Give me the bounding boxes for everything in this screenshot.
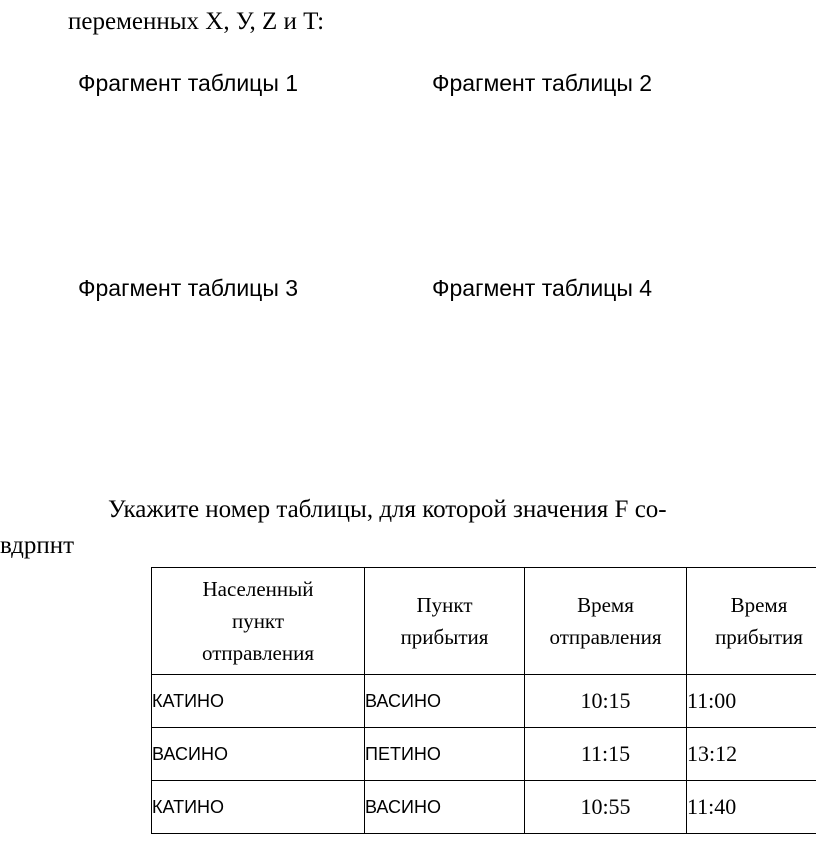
cell-departure-time: 10:55 [525, 781, 687, 834]
cell-arrival-time: 13:12 [687, 728, 816, 781]
fragment-label-4: Фрагмент таблицы 4 [432, 275, 653, 301]
cell-arrival-time: 11:40 [687, 781, 816, 834]
cell-departure-place: ВАСИНО [152, 728, 365, 781]
cell-arrival-time: 11:00 [687, 675, 816, 728]
cell-departure-place: КАТИНО [152, 675, 365, 728]
cell-arrival-place: ВАСИНО [365, 781, 525, 834]
header-label: Время прибытия [715, 593, 803, 649]
table-row [152, 675, 816, 728]
question-text: Укажите номер таблицы, для которой значения F со- [108, 496, 667, 523]
header-label: Пункт прибытия [400, 593, 489, 649]
intro-text: переменных X, У, Z и T: [68, 8, 325, 35]
fragment-label-1: Фрагмент таблицы 1 [78, 70, 299, 96]
header-label: Населенный пункт отправления [201, 577, 315, 665]
cell-departure-time: 11:15 [525, 728, 687, 781]
fragment-label-2: Фрагмент таблицы 2 [432, 70, 653, 96]
cell-departure-time: 10:15 [525, 675, 687, 728]
question-text-continuation: вдрпнт [0, 532, 75, 559]
cell-arrival-place: ПЕТИНО [365, 728, 525, 781]
cell-arrival-place: ВАСИНО [365, 675, 525, 728]
header-departure-time [525, 568, 687, 675]
cell-departure-place: КАТИНО [152, 781, 365, 834]
header-arrival-time [687, 568, 816, 675]
schedule-table [151, 567, 816, 834]
header-label: Время отправления [549, 593, 662, 649]
table-header-row [152, 568, 816, 675]
header-arrival-place [365, 568, 525, 675]
table-row [152, 781, 816, 834]
table-row [152, 728, 816, 781]
fragment-label-3: Фрагмент таблицы 3 [78, 275, 299, 301]
header-departure-place [152, 568, 365, 675]
